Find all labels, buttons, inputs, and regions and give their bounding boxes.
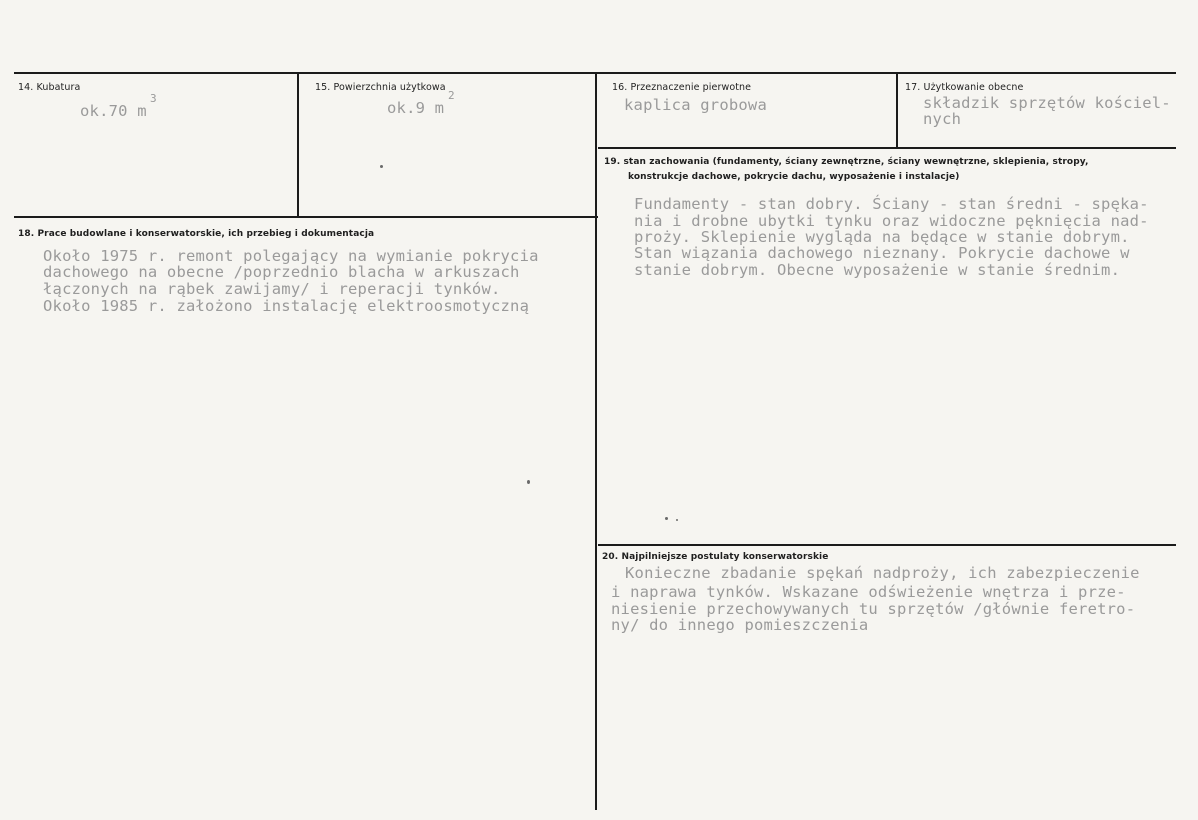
row19-bottom-line — [598, 544, 1176, 546]
field-18-line-4: Około 1985 r. założono instalację elektroosmotyczną — [43, 297, 530, 315]
field-20-line-4: ny/ do innego pomieszczenia — [611, 616, 869, 634]
field-19-label-line-2: konstrukcje dachowe, pokrycie dachu, wyposażenie i instalacje) — [628, 172, 960, 182]
scan-speck — [676, 519, 678, 521]
field-15-value: ok.9 m — [387, 99, 445, 117]
field-16-label: 16. Przeznaczenie pierwotne — [612, 82, 752, 93]
field-19-line-5: stanie dobrym. Obecne wyposażenie w stanie średnim. — [634, 261, 1121, 279]
scan-speck — [665, 517, 668, 520]
field-20-label: 20. Najpilniejsze postulaty konserwatorskie — [602, 552, 829, 562]
field-19-line-1: Fundamenty - stan dobry. Ściany - stan średni - spęka- — [634, 195, 1149, 213]
field-20-line-1: Konieczne zbadanie spękań nadproży, ich zabezpieczenie — [625, 564, 1140, 582]
field-18-line-2: dachowego na obecne /poprzednio blacha w arkuszach — [43, 263, 520, 281]
divider-16-17 — [896, 74, 898, 147]
field-15-label: 15. Powierzchnia użytkowa — [315, 82, 446, 93]
field-18-line-1: Około 1975 r. remont polegający na wymianie pokrycia — [43, 247, 539, 265]
field-16-value: kaplica grobowa — [624, 96, 767, 114]
row1-bottom-right-line — [598, 147, 1176, 149]
field-17-line-1: składzik sprzętów kościel- — [923, 94, 1171, 112]
field-15-superscript: 2 — [448, 89, 455, 102]
field-17-line-2: nych — [923, 110, 962, 128]
field-19-line-4: Stan wiązania dachowego nieznany. Pokrycie dachowe w — [634, 244, 1130, 262]
field-20-line-2: i naprawa tynków. Wskazane odświeżenie wnętrza i prze- — [611, 583, 1126, 601]
field-14-label: 14. Kubatura — [18, 82, 81, 93]
field-20-line-3: niesienie przechowywanych tu sprzętów /głównie feretro- — [611, 600, 1136, 618]
field-19-label-line-1: 19. stan zachowania (fundamenty, ściany zewnętrzne, ściany wewnętrzne, sklepienia, stropy, — [604, 157, 1089, 167]
field-14-superscript: 3 — [150, 92, 157, 105]
scan-speck — [527, 480, 530, 484]
field-18-line-3: łączonych na rąbek zawijamy/ i reperacji tynków. — [43, 280, 501, 298]
field-14-value: ok.70 m — [80, 102, 147, 120]
field-17-label: 17. Użytkowanie obecne — [905, 82, 1024, 93]
field-19-line-2: nia i drobne ubytki tynku oraz widoczne pęknięcia nad- — [634, 212, 1149, 230]
main-vertical-divider — [595, 74, 597, 810]
scan-speck — [380, 165, 383, 168]
divider-14-15 — [297, 74, 299, 216]
row1-bottom-left-line — [14, 216, 598, 218]
field-19-line-3: proży. Sklepienie wygląda na będące w stanie dobrym. — [634, 228, 1130, 246]
field-18-label: 18. Prace budowlane i konserwatorskie, ich przebieg i dokumentacja — [18, 229, 375, 239]
